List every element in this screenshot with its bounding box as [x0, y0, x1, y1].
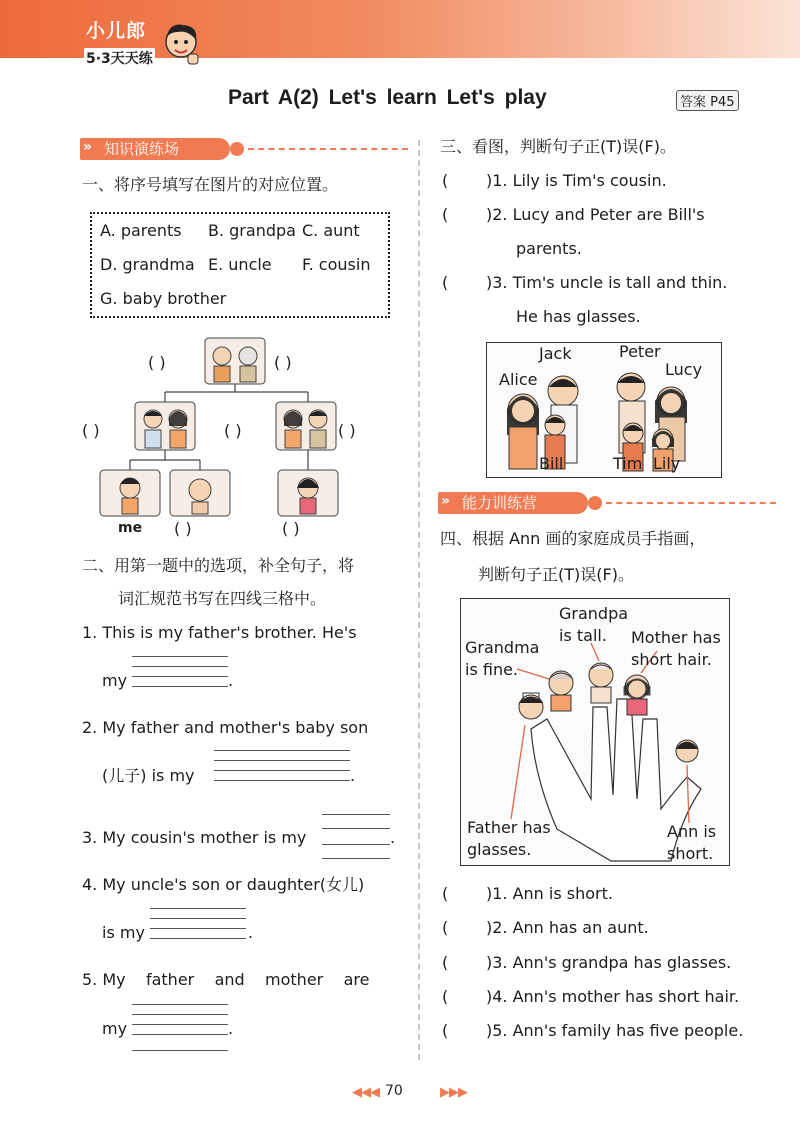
- page-number: 70: [385, 1083, 403, 1099]
- q2-item1-period: .: [228, 671, 234, 690]
- q3-item3-line2: He has glasses.: [516, 307, 641, 326]
- q4-item4: )4. Ann's mother has short hair.: [486, 987, 740, 1006]
- q3-item2-paren[interactable]: (: [442, 205, 449, 224]
- answer-page-tag: 答案 P45: [676, 90, 739, 111]
- q2-item3-period: .: [390, 828, 396, 847]
- q2-item4-line2: is my: [102, 923, 145, 942]
- brand-subtitle: 5·3天天练: [84, 48, 155, 68]
- q1-title: 一、将序号填写在图片的对应位置。: [82, 175, 339, 194]
- q4-item5: )5. Ann's family has five people.: [486, 1021, 744, 1040]
- q3-item3-paren[interactable]: (: [442, 273, 449, 292]
- writing-lines-1[interactable]: [132, 656, 228, 686]
- label-father-2: glasses.: [467, 840, 532, 859]
- option-g: G. baby brother: [100, 289, 227, 308]
- name-lily: Lily: [653, 454, 681, 473]
- option-e: E. uncle: [208, 255, 272, 274]
- q3-item2-line1: )2. Lucy and Peter are Bill's: [486, 205, 705, 224]
- answer-blank-cousin[interactable]: ( ): [282, 519, 300, 538]
- q4-item1-paren[interactable]: (: [442, 884, 449, 903]
- q2-item1-line1: 1. This is my father's brother. He's: [82, 623, 357, 642]
- answer-blank-baby-brother[interactable]: ( ): [174, 519, 192, 538]
- prev-page-arrows-icon[interactable]: ◀◀◀: [352, 1085, 379, 1100]
- q2-item2-line1: 2. My father and mother's baby son: [82, 718, 369, 737]
- name-alice: Alice: [499, 370, 538, 389]
- q2-title-line1: 二、用第一题中的选项，补全句子，将: [82, 556, 355, 575]
- q3-item2-line2: parents.: [516, 239, 582, 258]
- q3-title: 三、看图，判断句子正(T)误(F)。: [440, 137, 676, 156]
- q2-item1-line2: my: [102, 671, 128, 690]
- q4-item2-paren[interactable]: (: [442, 918, 449, 937]
- q4-item4-paren[interactable]: (: [442, 987, 449, 1006]
- q2-item2-period: .: [350, 766, 356, 785]
- label-ann-2: short.: [667, 844, 714, 863]
- label-mother-1: Mother has: [631, 628, 721, 647]
- q4-item3: )3. Ann's grandpa has glasses.: [486, 953, 732, 972]
- name-jack: Jack: [539, 344, 572, 363]
- option-d: D. grandma: [100, 255, 195, 274]
- finger-puppet-picture: [460, 598, 730, 866]
- section-banner-knowledge: » 知识演练场: [80, 138, 410, 160]
- label-grandma-2: is fine.: [465, 660, 519, 679]
- q4-item3-paren[interactable]: (: [442, 953, 449, 972]
- q2-item5-line1: 5. My father and mother are: [82, 970, 370, 989]
- option-b: B. grandpa: [208, 221, 296, 240]
- label-ann-1: Ann is: [667, 822, 717, 841]
- double-chevron-icon: »: [441, 493, 451, 509]
- brand-logo: 小儿郎: [86, 20, 147, 42]
- q2-title-line2: 词汇规范书写在四线三格中。: [118, 589, 327, 608]
- q4-item2: )2. Ann has an aunt.: [486, 918, 649, 937]
- q4-title-line1: 四、根据 Ann 画的家庭成员手指画，: [440, 529, 706, 548]
- writing-lines-2[interactable]: [214, 750, 350, 780]
- option-f: F. cousin: [302, 255, 371, 274]
- answer-blank-grandpa[interactable]: ( ): [148, 353, 166, 372]
- label-mother-2: short hair.: [631, 650, 712, 669]
- next-page-arrows-icon[interactable]: ▶▶▶: [440, 1085, 467, 1100]
- q3-item1-paren[interactable]: (: [442, 171, 449, 190]
- label-grandpa-2: is tall.: [559, 626, 607, 645]
- family-picture-q3: [486, 342, 722, 478]
- name-lucy: Lucy: [665, 360, 703, 379]
- q2-item5-period: .: [228, 1019, 234, 1038]
- writing-lines-5[interactable]: [132, 1004, 228, 1034]
- mascot-icon: [158, 20, 204, 68]
- answer-blank-aunt[interactable]: ( ): [224, 421, 242, 440]
- name-bill: Bill: [539, 454, 564, 473]
- label-grandpa-1: Grandpa: [559, 604, 629, 623]
- label-grandma-1: Grandma: [465, 638, 540, 657]
- writing-lines-3[interactable]: [322, 814, 390, 844]
- q4-title-line2: 判断句子正(T)误(F)。: [478, 565, 634, 584]
- me-label: me: [118, 520, 143, 536]
- writing-lines-4[interactable]: [150, 908, 246, 938]
- q2-item3-line1: 3. My cousin's mother is my: [82, 828, 307, 847]
- answer-blank-left-father[interactable]: ( ): [82, 421, 100, 440]
- double-chevron-icon: »: [83, 139, 93, 155]
- q4-item1: )1. Ann is short.: [486, 884, 613, 903]
- label-father-1: Father has: [467, 818, 551, 837]
- answer-blank-grandma[interactable]: ( ): [274, 353, 292, 372]
- column-divider: [418, 140, 420, 1060]
- answer-blank-uncle[interactable]: ( ): [338, 421, 356, 440]
- q3-item3-line1: )3. Tim's uncle is tall and thin.: [486, 273, 728, 292]
- option-c: C. aunt: [302, 221, 360, 240]
- q3-item1: )1. Lily is Tim's cousin.: [486, 171, 667, 190]
- section-banner-ability: » 能力训练营: [438, 492, 778, 514]
- q2-item2-line2: (儿子) is my: [102, 766, 195, 785]
- page-title: Part A(2) Let's learn Let's play: [228, 86, 547, 109]
- name-tim: Tim: [613, 454, 643, 473]
- q2-item4-line1: 4. My uncle's son or daughter(女儿): [82, 875, 365, 894]
- q4-item5-paren[interactable]: (: [442, 1021, 449, 1040]
- name-peter: Peter: [619, 342, 661, 361]
- q2-item5-line2: my: [102, 1019, 128, 1038]
- option-a: A. parents: [100, 221, 182, 240]
- q2-item4-period: .: [248, 923, 254, 942]
